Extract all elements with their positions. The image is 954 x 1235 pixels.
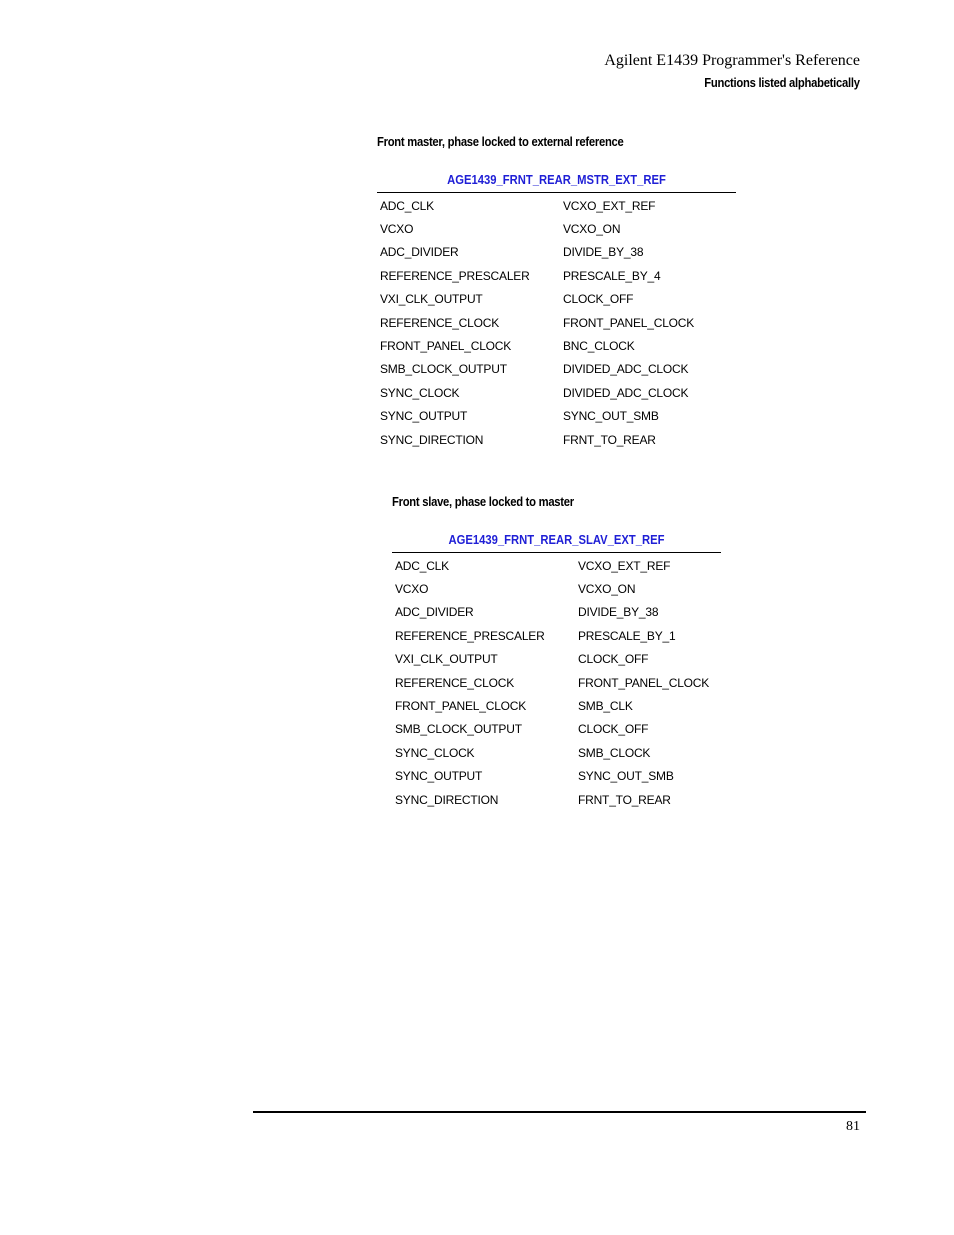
- setting-name: REFERENCE_CLOCK: [395, 675, 515, 690]
- table-row: [377, 217, 736, 240]
- setting-value: PRESCALE_BY_4: [563, 268, 661, 283]
- table-row: [377, 264, 736, 287]
- setting-name: REFERENCE_PRESCALER: [380, 268, 530, 283]
- table-row: [377, 428, 736, 451]
- table-row: [377, 311, 736, 334]
- setting-value: FRONT_PANEL_CLOCK: [563, 315, 695, 330]
- setting-value: VCXO_ON: [563, 222, 621, 237]
- setting-value: FRNT_TO_REAR: [578, 792, 671, 807]
- table-row: [392, 741, 721, 764]
- table-row: [377, 381, 736, 404]
- setting-value: VCXO_ON: [578, 582, 636, 597]
- setting-name: VCXO: [395, 582, 429, 597]
- table-row: [392, 648, 721, 671]
- setting-value: BNC_CLOCK: [563, 339, 635, 354]
- setting-name: VCXO: [380, 222, 414, 237]
- setting-value: DIVIDED_ADC_CLOCK: [563, 385, 689, 400]
- table-row: [392, 765, 721, 788]
- table-title-link[interactable]: AGE1439_FRNT_REAR_SLAV_EXT_REF: [448, 533, 665, 547]
- table-row: [377, 405, 736, 428]
- table-row: [392, 718, 721, 741]
- setting-name: SYNC_CLOCK: [395, 745, 475, 760]
- table-row: [392, 601, 721, 624]
- setting-name: SMB_CLOCK_OUTPUT: [380, 362, 507, 377]
- setting-name: SYNC_OUTPUT: [380, 409, 468, 424]
- table-row: [392, 788, 721, 811]
- setting-name: SYNC_OUTPUT: [395, 769, 483, 784]
- setting-value: DIVIDED_ADC_CLOCK: [563, 362, 689, 377]
- setting-value: DIVIDE_BY_38: [578, 605, 659, 620]
- setting-value: SYNC_OUT_SMB: [563, 409, 659, 424]
- section-heading: Front slave, phase locked to master: [392, 495, 574, 509]
- page-number: 81: [846, 1119, 860, 1134]
- setting-value: PRESCALE_BY_1: [578, 628, 676, 643]
- section-heading: Front master, phase locked to external reference: [377, 135, 624, 149]
- setting-name: SYNC_CLOCK: [380, 385, 460, 400]
- setting-name: FRONT_PANEL_CLOCK: [380, 339, 512, 354]
- section-front-master: [377, 133, 736, 451]
- setting-value: VCXO_EXT_REF: [578, 558, 671, 573]
- setting-value: SYNC_OUT_SMB: [578, 769, 674, 784]
- setting-name: FRONT_PANEL_CLOCK: [395, 699, 527, 714]
- section-front-slave: [392, 493, 721, 811]
- setting-name: REFERENCE_CLOCK: [380, 315, 500, 330]
- setting-value: FRNT_TO_REAR: [563, 432, 656, 447]
- setting-value: SMB_CLOCK: [578, 745, 651, 760]
- table-rule: [392, 552, 721, 553]
- setting-name: ADC_CLK: [380, 198, 434, 213]
- setting-name: ADC_DIVIDER: [395, 605, 474, 620]
- table-row: [377, 358, 736, 381]
- table-row: [377, 288, 736, 311]
- setting-value: FRONT_PANEL_CLOCK: [578, 675, 710, 690]
- table-row: [377, 241, 736, 264]
- setting-name: ADC_CLK: [395, 558, 449, 573]
- table-title-link[interactable]: AGE1439_FRNT_REAR_MSTR_EXT_REF: [447, 173, 666, 187]
- setting-name: SMB_CLOCK_OUTPUT: [395, 722, 522, 737]
- setting-name: VXI_CLK_OUTPUT: [380, 292, 483, 307]
- setting-name: VXI_CLK_OUTPUT: [395, 652, 498, 667]
- footer-rule: [253, 1111, 866, 1113]
- setting-name: ADC_DIVIDER: [380, 245, 459, 260]
- settings-table: [392, 554, 721, 811]
- table-row: [392, 554, 721, 577]
- setting-value: DIVIDE_BY_38: [563, 245, 644, 260]
- table-rule: [377, 192, 736, 193]
- table-row: [392, 624, 721, 647]
- running-header-subtitle: Functions listed alphabetically: [704, 76, 860, 90]
- table-row: [377, 334, 736, 357]
- setting-name: SYNC_DIRECTION: [395, 792, 499, 807]
- table-row: [392, 671, 721, 694]
- running-header-title: Agilent E1439 Programmer's Reference: [604, 52, 860, 69]
- setting-value: CLOCK_OFF: [578, 652, 649, 667]
- setting-value: CLOCK_OFF: [563, 292, 634, 307]
- setting-value: VCXO_EXT_REF: [563, 198, 656, 213]
- setting-name: REFERENCE_PRESCALER: [395, 628, 545, 643]
- setting-value: SMB_CLK: [578, 699, 633, 714]
- setting-value: CLOCK_OFF: [578, 722, 649, 737]
- table-row: [377, 194, 736, 217]
- table-row: [392, 577, 721, 600]
- settings-table: [377, 194, 736, 451]
- table-row: [392, 694, 721, 717]
- setting-name: SYNC_DIRECTION: [380, 432, 484, 447]
